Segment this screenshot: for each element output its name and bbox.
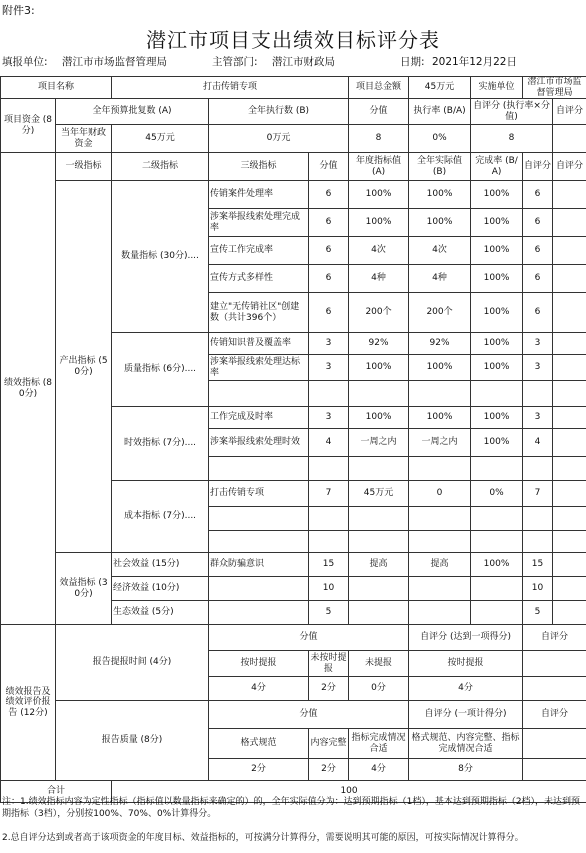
report-timely-self-label: 按时提报	[409, 651, 523, 677]
report-quality-h-self: 自评分 (一项计得分)	[409, 701, 523, 729]
empty-cell	[523, 531, 553, 553]
indicator-self2	[553, 355, 586, 381]
indicator-target: 200个	[349, 293, 409, 333]
effect-name: 经济效益 (10分)	[112, 577, 209, 601]
indicator-score: 3	[309, 407, 349, 429]
effect-item	[209, 577, 309, 601]
empty-cell	[209, 507, 309, 531]
empty-cell	[471, 507, 523, 531]
effect-rate: 100%	[471, 553, 523, 577]
indicator-actual: 4次	[409, 237, 471, 265]
indicator-target: 45万元	[349, 481, 409, 507]
indicator-self: 4	[523, 429, 553, 457]
effect-self2	[553, 601, 586, 625]
project-budget-value: 45万元	[409, 77, 471, 99]
empty-cell	[523, 507, 553, 531]
funds-h-self: 自评分 (执行率×分值)	[471, 99, 553, 125]
empty-cell	[349, 457, 409, 481]
indicator-self2	[553, 333, 586, 355]
funds-self: 8	[471, 125, 553, 153]
effect-self2	[553, 553, 586, 577]
report-timely-label: 报告提报时间 (4分)	[56, 625, 209, 701]
implement-unit-label: 实施单位	[471, 77, 523, 99]
effect-target	[349, 601, 409, 625]
indicator-self: 6	[523, 237, 553, 265]
indicator-self2	[553, 293, 586, 333]
indicator-self2	[553, 237, 586, 265]
empty-cell	[523, 381, 553, 407]
report-timely-opt: 按时提报	[209, 651, 309, 677]
indicator-target: 4次	[349, 237, 409, 265]
indicator-score: 6	[309, 237, 349, 265]
total-value: 100	[112, 781, 586, 803]
report-quality-val: 4分	[349, 759, 409, 781]
empty-cell	[471, 381, 523, 407]
indicator-score: 6	[309, 265, 349, 293]
effect-label: 效益指标 (30分)	[56, 553, 112, 625]
perf-h-l3: 三级指标	[209, 153, 309, 181]
indicator-rate: 100%	[471, 237, 523, 265]
empty-cell	[309, 531, 349, 553]
effect-name: 社会效益 (15分)	[112, 553, 209, 577]
indicator-rate: 100%	[471, 333, 523, 355]
empty-cell	[471, 457, 523, 481]
perf-h-l2: 二级指标	[112, 153, 209, 181]
empty-cell	[553, 531, 586, 553]
indicator-name: 宣传方式多样性	[209, 265, 309, 293]
empty-cell	[209, 457, 309, 481]
indicator-rate: 100%	[471, 429, 523, 457]
indicator-name: 涉案举报线索处理时效	[209, 429, 309, 457]
empty-cell	[349, 531, 409, 553]
indicator-self2	[553, 429, 586, 457]
perf-h-actual: 全年实际值 (B)	[409, 153, 471, 181]
perf-h-target: 年度指标值 (A)	[349, 153, 409, 181]
funds-exec: 0万元	[209, 125, 349, 153]
report-quality-opt: 格式规范	[209, 729, 309, 759]
empty-cell	[209, 381, 309, 407]
empty-cell	[409, 457, 471, 481]
indicator-self: 6	[523, 293, 553, 333]
indicator-self2	[553, 265, 586, 293]
funds-h-budget: 全年预算批复数 (A)	[56, 99, 209, 125]
effect-target	[349, 577, 409, 601]
indicator-self: 3	[523, 333, 553, 355]
score-table	[0, 76, 586, 803]
report-timely-val: 2分	[309, 677, 349, 701]
empty-cell	[409, 381, 471, 407]
report-quality-label: 报告质量 (8分)	[56, 701, 209, 781]
indicator-name: 工作完成及时率	[209, 407, 309, 429]
report-timely-h-self: 自评分 (达到一项得分)	[409, 625, 523, 651]
empty-cell	[471, 531, 523, 553]
indicator-name: 传销知识普及覆盖率	[209, 333, 309, 355]
report-timely-h-score: 分值	[209, 625, 409, 651]
indicator-actual: 4种	[409, 265, 471, 293]
indicator-target: 一周之内	[349, 429, 409, 457]
effect-item: 群众防骗意识	[209, 553, 309, 577]
funds-label: 项目资金 (8分)	[1, 99, 56, 153]
effect-actual: 提高	[409, 553, 471, 577]
funds-row-label: 当年年财政资金	[56, 125, 112, 153]
report-quality-self: 8分	[409, 759, 523, 781]
indicator-score: 6	[309, 293, 349, 333]
project-name-label: 项目名称	[1, 77, 112, 99]
empty-cell	[209, 531, 309, 553]
indicator-self: 3	[523, 355, 553, 381]
project-budget-label: 项目总金额	[349, 77, 409, 99]
empty-cell	[309, 381, 349, 407]
empty-cell	[349, 507, 409, 531]
indicator-self2	[553, 181, 586, 209]
indicator-actual: 一周之内	[409, 429, 471, 457]
empty-cell	[523, 651, 586, 677]
group-quality-label: 质量指标 (6分)....	[112, 333, 209, 407]
indicator-target: 100%	[349, 181, 409, 209]
filler-label: 填报单位:	[2, 56, 48, 68]
indicator-target: 4种	[349, 265, 409, 293]
group-time-label: 时效指标 (7分)....	[112, 407, 209, 481]
indicator-actual: 100%	[409, 209, 471, 237]
empty-cell	[349, 381, 409, 407]
funds-budget: 45万元	[112, 125, 209, 153]
project-name-value: 打击传销专项	[112, 77, 349, 99]
report-timely-opt: 未按时提报	[309, 651, 349, 677]
report-timely-self: 4分	[409, 677, 523, 701]
indicator-self: 6	[523, 181, 553, 209]
indicator-name: 传销案件处理率	[209, 181, 309, 209]
indicator-self2	[553, 209, 586, 237]
indicator-actual: 200个	[409, 293, 471, 333]
funds-score: 8	[349, 125, 409, 153]
indicator-rate: 0%	[471, 481, 523, 507]
indicator-score: 7	[309, 481, 349, 507]
report-quality-h-self2: 自评分	[523, 701, 586, 729]
indicator-name: 涉案举报线索处理完成率	[209, 209, 309, 237]
indicator-actual: 92%	[409, 333, 471, 355]
empty-cell	[309, 507, 349, 531]
report-label: 绩效报告及绩效评价报告 (12分)	[1, 625, 56, 781]
report-quality-opt: 内容完整	[309, 729, 349, 759]
perf-h-self: 自评分	[523, 153, 553, 181]
indicator-self2	[553, 407, 586, 429]
report-timely-val: 4分	[209, 677, 309, 701]
indicator-actual: 100%	[409, 355, 471, 381]
empty-cell	[409, 531, 471, 553]
indicator-score: 6	[309, 181, 349, 209]
indicator-target: 100%	[349, 407, 409, 429]
empty-cell	[523, 677, 586, 701]
output-label: 产出指标 (50分)	[56, 181, 112, 553]
funds-rate: 0%	[409, 125, 471, 153]
effect-score: 15	[309, 553, 349, 577]
indicator-self: 7	[523, 481, 553, 507]
effect-self2	[553, 577, 586, 601]
indicator-name: 涉案举报线索处理达标率	[209, 355, 309, 381]
effect-score: 10	[309, 577, 349, 601]
empty-cell	[553, 457, 586, 481]
effect-rate	[471, 601, 523, 625]
note-1: 注：1.绩效指标内容为定性指标（指标值以数量指标来确定的）的，全年实际值分为：达到预期指标（1档），基本达到预期指标（2档），未达到预期指标（3档），分别按100%、70%、0%计算得分。	[2, 797, 581, 820]
indicator-actual: 100%	[409, 181, 471, 209]
funds-h-score: 分值	[349, 99, 409, 125]
filler-value: 潜江市市场监督管理局	[62, 56, 167, 68]
effect-self: 15	[523, 553, 553, 577]
indicator-rate: 100%	[471, 407, 523, 429]
dept-value: 潜江市财政局	[272, 56, 335, 68]
empty-cell	[553, 507, 586, 531]
effect-item	[209, 601, 309, 625]
indicator-score: 6	[309, 209, 349, 237]
perf-h-l1: 一级指标	[56, 153, 112, 181]
empty-cell	[309, 457, 349, 481]
funds-h-self2: 自评分	[553, 99, 586, 125]
effect-actual	[409, 577, 471, 601]
group-cost-label: 成本指标 (7分)....	[112, 481, 209, 553]
perf-h-rate: 完成率 (B/A)	[471, 153, 523, 181]
date-label: 日期:	[400, 56, 425, 68]
effect-name: 生态效益 (5分)	[112, 601, 209, 625]
indicator-target: 92%	[349, 333, 409, 355]
indicator-rate: 100%	[471, 265, 523, 293]
indicator-score: 4	[309, 429, 349, 457]
report-quality-val: 2分	[309, 759, 349, 781]
report-quality-h-score: 分值	[209, 701, 409, 729]
indicator-rate: 100%	[471, 355, 523, 381]
funds-h-exec: 全年执行数 (B)	[209, 99, 349, 125]
indicator-score: 3	[309, 355, 349, 381]
indicator-self: 6	[523, 209, 553, 237]
attachment-label: 附件3:	[2, 4, 35, 17]
funds-h-rate: 执行率 (B/A)	[409, 99, 471, 125]
effect-target: 提高	[349, 553, 409, 577]
indicator-name: 建立"无传销社区"创建数（共计396个）	[209, 293, 309, 333]
indicator-self: 3	[523, 407, 553, 429]
effect-rate	[471, 577, 523, 601]
empty-cell	[553, 381, 586, 407]
date-value: 2021年12月22日	[432, 56, 517, 68]
note-2: 2.总自评分达到或者高于该项资金的年度目标、效益指标的，可按满分计算得分，需要说明其可能的原因，可按实际情况计算得分。	[2, 833, 524, 843]
report-quality-val: 2分	[209, 759, 309, 781]
empty-cell	[523, 457, 553, 481]
report-timely-val: 0分	[349, 677, 409, 701]
report-timely-opt: 未提报	[349, 651, 409, 677]
indicator-actual: 0	[409, 481, 471, 507]
perf-label: 绩效指标 (80分)	[1, 153, 56, 625]
effect-self: 10	[523, 577, 553, 601]
report-quality-self-label: 格式规范、内容完整、指标完成情况合适	[409, 729, 523, 759]
perf-h-self2: 自评分	[553, 153, 586, 181]
indicator-target: 100%	[349, 355, 409, 381]
indicator-name: 宣传工作完成率	[209, 237, 309, 265]
total-label: 合计	[1, 781, 112, 803]
report-quality-opt: 指标完成情况合适	[349, 729, 409, 759]
indicator-target: 100%	[349, 209, 409, 237]
effect-self: 5	[523, 601, 553, 625]
empty-cell	[409, 507, 471, 531]
indicator-rate: 100%	[471, 293, 523, 333]
indicator-score: 3	[309, 333, 349, 355]
empty-cell	[523, 729, 586, 759]
effect-score: 5	[309, 601, 349, 625]
indicator-actual: 100%	[409, 407, 471, 429]
indicator-rate: 100%	[471, 181, 523, 209]
indicator-rate: 100%	[471, 209, 523, 237]
empty-cell	[523, 759, 586, 781]
funds-self2	[553, 125, 586, 153]
page-title: 潜江市项目支出绩效目标评分表	[146, 28, 440, 52]
group-quantity-label: 数量指标 (30分)....	[112, 181, 209, 333]
implement-unit-value: 潜江市市场监督管理局	[523, 77, 586, 99]
indicator-self2	[553, 481, 586, 507]
perf-h-score: 分值	[309, 153, 349, 181]
report-timely-h-self2: 自评分	[523, 625, 586, 651]
effect-actual	[409, 601, 471, 625]
indicator-name: 打击传销专项	[209, 481, 309, 507]
indicator-self: 6	[523, 265, 553, 293]
dept-label: 主管部门:	[212, 56, 258, 68]
